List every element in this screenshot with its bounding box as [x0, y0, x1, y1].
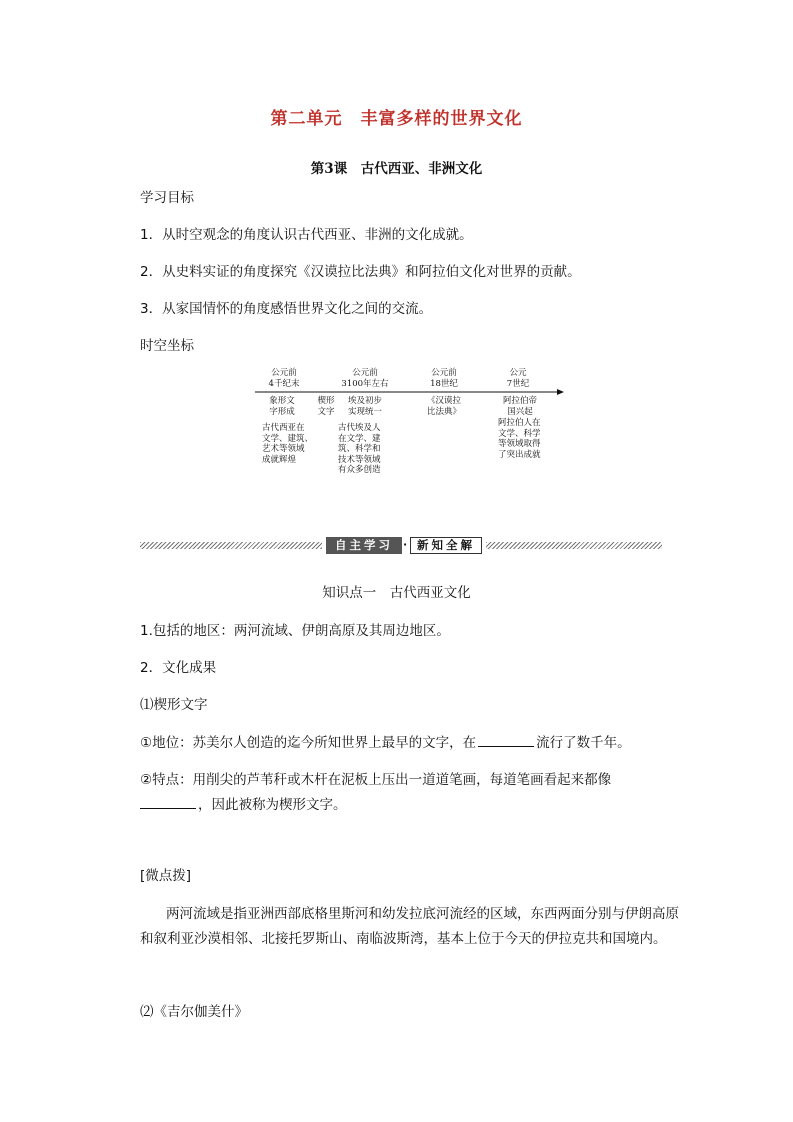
- timeline-event: 象形文 字形成: [269, 396, 295, 417]
- banner-hatch-left: [140, 542, 322, 549]
- body-paragraph: ②特点：用削尖的芦苇秆或木杆在泥板上压出一道道笔画，每道笔画看起来都像: [140, 772, 612, 788]
- timeline-event: 《汉谟拉 比法典》: [426, 396, 461, 417]
- timeline-note: 古代埃及人 在文学、建 筑、科学和 技术等领域 有众多创造: [338, 423, 381, 475]
- timeline-date: 公元前 18世纪: [430, 368, 458, 389]
- fill-blank[interactable]: [478, 734, 534, 747]
- timeline-note: 古代西亚在 文学、建筑、 艺术等领域 成就辉煌: [262, 423, 314, 465]
- tip-text: 和叙利亚沙漠相邻、北接托罗斯山、南临波斯湾，基本上位于今天的伊拉克共和国境内。: [140, 931, 667, 947]
- timeline-date: 公元前 3100年左右: [341, 368, 389, 389]
- body-paragraph: ⑴楔形文字: [140, 697, 208, 713]
- lesson-title: 第3课 古代西亚、非洲文化: [310, 161, 483, 177]
- timeline-date: 公元前 4千纪末: [268, 368, 300, 389]
- timeline-heading: 时空坐标: [140, 338, 194, 354]
- timeline-event: 埃及初步 实现统一: [347, 396, 382, 417]
- unit-title: 第二单元 丰富多样的世界文化: [270, 109, 523, 129]
- timeline-axis: [255, 388, 565, 396]
- section-heading: 知识点一 古代西亚文化: [322, 585, 471, 601]
- section-banner: [140, 537, 662, 555]
- objective-item: 1．从时空观念的角度认识古代西亚、非洲的文化成就。: [140, 227, 473, 243]
- fill-blank[interactable]: [140, 796, 196, 809]
- banner-label-left: 自主学习: [326, 537, 402, 554]
- banner-separator: ·: [403, 538, 408, 551]
- timeline-date: 公元 7世纪: [506, 368, 530, 389]
- body-paragraph: 1.包括的地区：两河流域、伊朗高原及其周边地区。: [140, 623, 450, 639]
- body-paragraph: ①地位：苏美尔人创造的迄今所知世界上最早的文字，在 流行了数千年。: [140, 735, 631, 751]
- body-paragraph: ，因此被称为楔形文字。: [140, 793, 347, 813]
- objective-item: 2．从史料实证的角度探究《汉谟拉比法典》和阿拉伯文化对世界的贡献。: [140, 264, 581, 280]
- body-paragraph: 2．文化成果: [140, 660, 217, 676]
- body-paragraph: ⑵《吉尔伽美什》: [140, 1004, 248, 1020]
- objective-item: 3．从家国情怀的角度感悟世界文化之间的交流。: [140, 301, 433, 317]
- tip-text: 两河流域是指亚洲西部底格里斯河和幼发拉底河流经的区域，东西两面分别与伊朗高原: [166, 906, 679, 922]
- banner-hatch-right: [486, 542, 662, 549]
- banner-label-right: 新知全解: [410, 537, 482, 554]
- timeline-event: 楔形 文字: [317, 396, 335, 417]
- objectives-heading: 学习目标: [140, 190, 194, 206]
- tip-heading: [微点拨]: [140, 868, 192, 884]
- timeline-event: 阿拉伯帝 国兴起: [502, 396, 537, 417]
- timeline-note: 阿拉伯人在 文学、科学 等领域取得 了突出成就: [498, 418, 541, 460]
